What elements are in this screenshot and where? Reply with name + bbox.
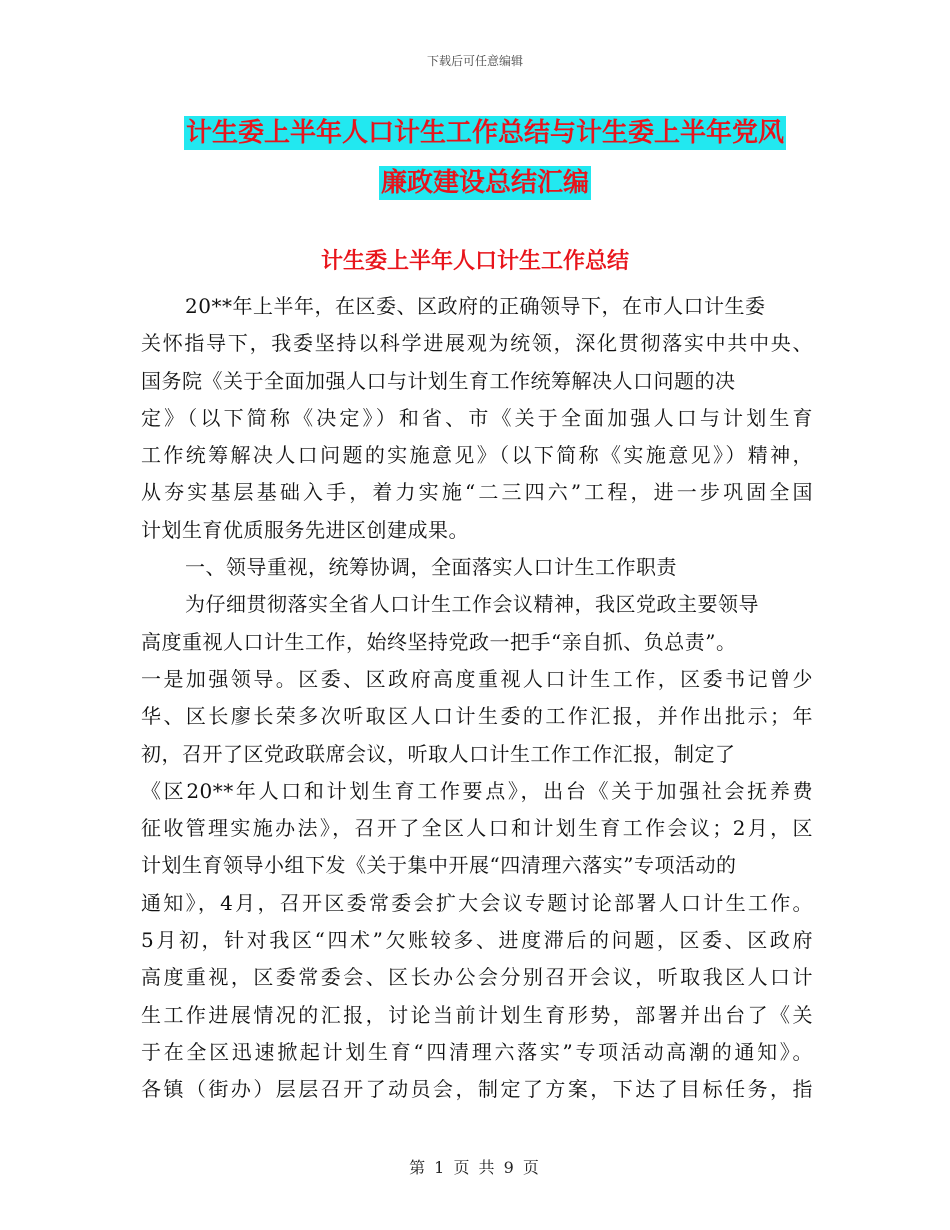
body-line: 各镇（街办）层层召开了动员会，制定了方案，下达了目标任务，指 [141, 1077, 813, 1102]
body-line: 高度重视人口计生工作，始终坚持党政一把手“亲自抓、负总责”。 [141, 629, 737, 654]
document-title-line-2: 廉政建设总结汇编 [380, 168, 589, 198]
body-line: 华、区长廖长荣多次听取区人口计生委的工作汇报，并作出批示；年 [141, 704, 813, 729]
body-line: 5月初，针对我区“四术”欠账较多、进度滞后的问题，区委、区政府 [141, 928, 813, 953]
body-line: 从夯实基层基础入手，着力实施“二三四六”工程，进一步巩固全国 [141, 480, 813, 505]
body-line: 为仔细贯彻落实全省人口计生工作会议精神，我区党政主要领导 [185, 592, 759, 617]
body-line: 一、领导重视，统筹协调，全面落实人口计生工作职责 [185, 555, 677, 580]
body-line: 一是加强领导。区委、区政府高度重视人口计生工作，区委书记曾少 [141, 666, 813, 691]
body-line: 通知》，4月，召开区委常委会扩大会议专题讨论部署人口计生工作。 [141, 890, 813, 915]
body-line: 生工作进展情况的汇报，讨论当前计划生育形势，部署并出台了《关 [141, 1002, 813, 1027]
body-text [141, 288, 813, 1109]
document-title [140, 108, 830, 208]
page-number: 第 1 页 共 9 页 [409, 1158, 541, 1177]
section-title: 计生委上半年人口计生工作总结 [320, 249, 629, 274]
page-header-note: 下载后可任意编辑 [426, 54, 523, 68]
body-line: 工作统筹解决人口问题的实施意见》（以下简称《实施意见》）精神， [141, 443, 813, 468]
document-title-line-1: 计生委上半年人口计生工作总结与计生委上半年党风 [185, 118, 784, 148]
body-line: 征收管理实施办法》，召开了全区人口和计划生育工作会议；2月，区 [141, 816, 813, 841]
body-line: 20**年上半年，在区委、区政府的正确领导下，在市人口计生委 [185, 294, 766, 318]
body-line: 计划生育领导小组下发《关于集中开展“四清理六落实”专项活动的 [141, 853, 737, 878]
body-line: 高度重视，区委常委会、区长办公会分别召开会议，听取我区人口计 [141, 965, 813, 990]
body-line: 关怀指导下，我委坚持以科学进展观为统领，深化贯彻落实中共中央、 [141, 331, 813, 356]
body-line: 初，召开了区党政联席会议，听取人口计生工作工作汇报，制定了 [141, 741, 736, 766]
body-line: 计划生育优质服务先进区创建成果。 [141, 517, 469, 542]
body-line: 国务院《关于全面加强人口与计划生育工作统筹解决人口问题的决 [141, 368, 736, 393]
body-line: 《区20**年人口和计划生育工作要点》，出台《关于加强社会抚养费 [141, 778, 813, 803]
body-line: 于在全区迅速掀起计划生育“四清理六落实”专项活动高潮的通知》。 [141, 1039, 813, 1064]
body-line: 定》（以下简称《决定》）和省、市《关于全面加强人口与计划生育 [141, 405, 813, 430]
